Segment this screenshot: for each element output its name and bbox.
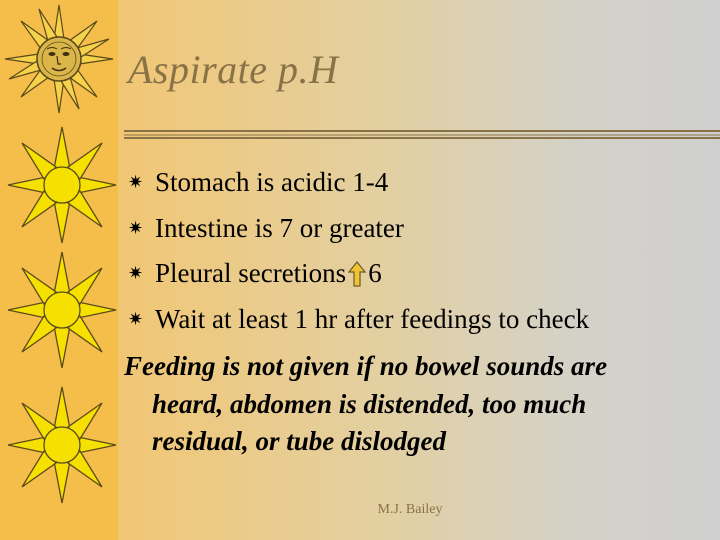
note-line: Feeding is not given if no bowel sounds are — [124, 351, 608, 381]
title-divider — [124, 128, 720, 141]
up-arrow-icon — [348, 261, 366, 287]
starburst-bullet-icon: ✷ — [128, 308, 144, 329]
slide-title: Aspirate p.H — [128, 47, 339, 92]
bullet-item — [128, 251, 589, 297]
bullet-text-value: 6 — [368, 258, 382, 289]
bullet-text: Pleural secretions — [155, 258, 347, 289]
bullet-item — [128, 160, 589, 206]
sunburst-icon — [6, 250, 118, 370]
starburst-bullet-icon: ✷ — [128, 172, 144, 193]
bullet-text: Wait at least 1 hr after feedings to check — [155, 303, 590, 334]
note-line: heard, abdomen is distended, too much — [152, 388, 587, 419]
bullet-text: Stomach is acidic 1-4 — [155, 167, 389, 198]
bullet-item — [128, 206, 589, 252]
starburst-bullet-icon: ✷ — [128, 217, 144, 238]
sun-face-icon — [2, 2, 116, 116]
bullet-item — [128, 297, 589, 343]
bullet-text: Intestine is 7 or greater — [155, 212, 404, 243]
feeding-note — [124, 348, 704, 461]
bullet-list — [128, 160, 589, 342]
starburst-bullet-icon: ✷ — [128, 263, 144, 284]
sunburst-icon — [6, 385, 118, 505]
slide-footer: M.J. Bailey — [377, 502, 443, 517]
note-line: residual, or tube dislodged — [152, 426, 447, 456]
sunburst-icon — [6, 125, 118, 245]
